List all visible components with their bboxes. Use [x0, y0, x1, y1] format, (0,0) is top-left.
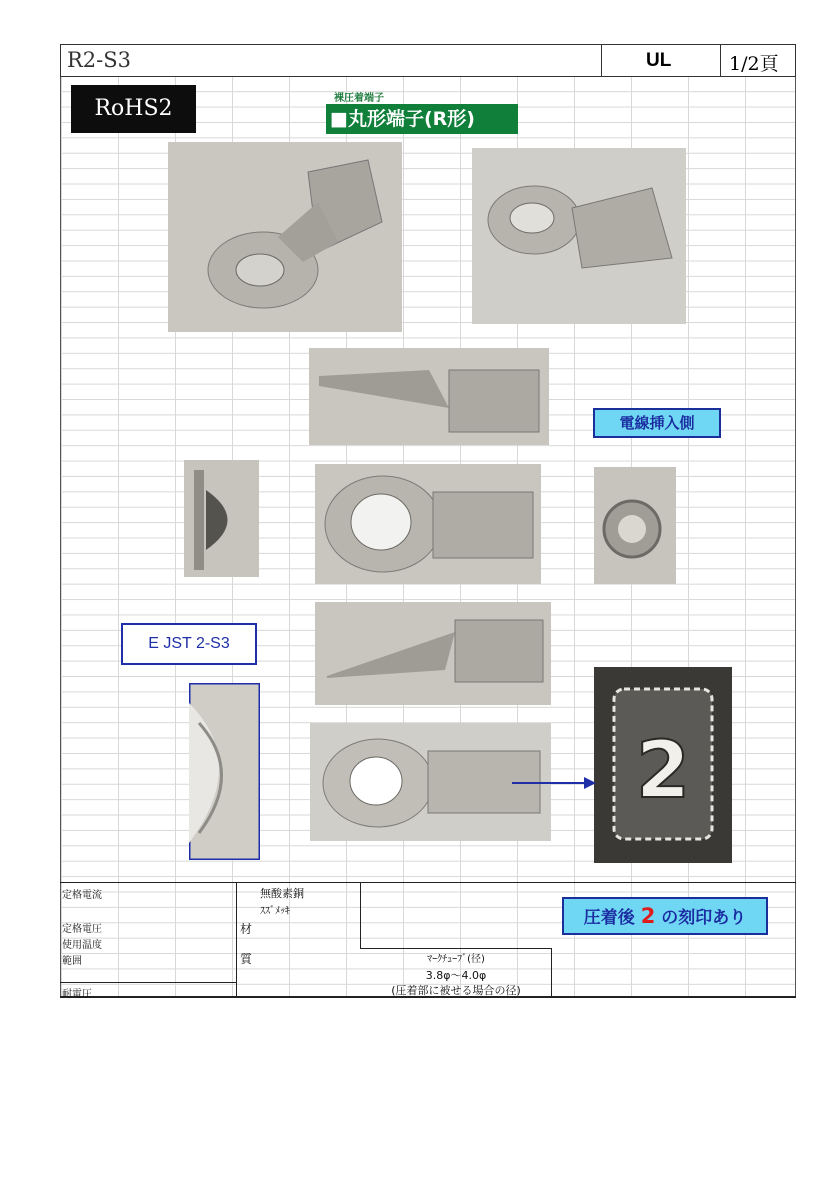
- standard-label: UL: [601, 45, 721, 76]
- rated-current-label: 定格電流: [62, 890, 102, 901]
- material-label-2: 質: [240, 952, 253, 966]
- page-number: 1/2頁: [729, 53, 779, 75]
- crimp-number: 2: [640, 904, 656, 928]
- crimp-prefix: 圧着後: [583, 908, 635, 928]
- photo-stamp-closeup: [594, 667, 732, 863]
- photo-terminal-angle-right: [472, 148, 686, 324]
- tube-note: (圧着部に被せる場合の径): [391, 984, 521, 997]
- category-subtitle: 裸圧着端子: [334, 93, 384, 104]
- arrow-to-closeup: [512, 775, 596, 791]
- rohs-badge: RoHS2: [71, 85, 196, 133]
- product-code: R2-S3: [67, 48, 132, 72]
- material-value-2: ｽｽﾞﾒｯｷ: [260, 906, 290, 917]
- header-bar: [60, 44, 796, 77]
- tube-header: ﾏｰｸﾁｭｰﾌﾞ(径): [427, 954, 485, 965]
- wire-side-label: 電線挿入側: [593, 408, 721, 438]
- photo-terminal-side-bottom: [315, 602, 551, 705]
- stamp-digit: 2: [635, 726, 691, 816]
- crimp-suffix: の刻印あり: [661, 908, 747, 928]
- crimp-note: [562, 897, 768, 935]
- category-title: ■丸形端子(R形): [326, 104, 518, 134]
- temp-range-label-1: 使用温度: [62, 940, 102, 951]
- temp-range-label-2: 範囲: [62, 956, 82, 967]
- photo-marking-closeup: [189, 683, 260, 860]
- marking-label: E JST 2-S3: [121, 623, 257, 665]
- withstand-voltage-label: 耐電圧: [62, 989, 92, 1000]
- material-label-1: 材: [240, 922, 253, 936]
- material-value-1: 無酸素銅: [260, 887, 304, 900]
- photo-terminal-end-left: [184, 460, 259, 577]
- photo-terminal-end-right: [594, 467, 676, 584]
- rated-voltage-label: 定格電圧: [62, 924, 102, 935]
- photo-terminal-top: [315, 464, 541, 584]
- photo-terminal-angle-left: [168, 142, 402, 332]
- tube-value: 3.8φ～4.0φ: [425, 969, 487, 982]
- photo-terminal-side-top: [309, 348, 549, 445]
